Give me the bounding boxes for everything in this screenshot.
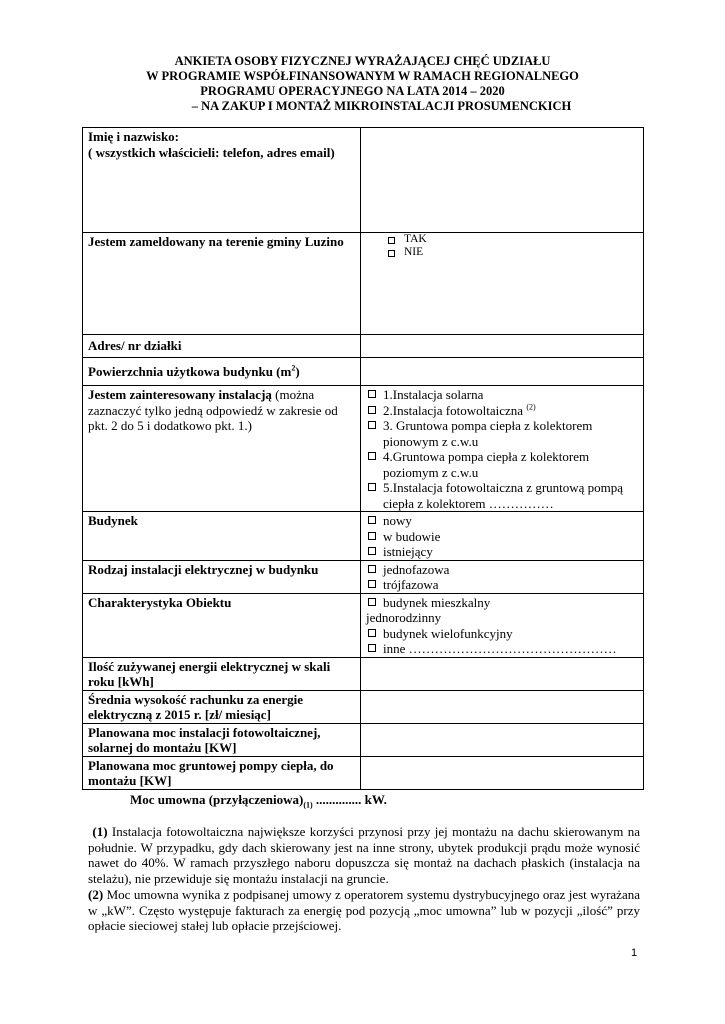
survey-table <box>82 127 644 790</box>
option-pv[interactable]: 2.Instalacja fotowoltaiczna $^{(2)}$ <box>366 403 638 419</box>
checkbox-icon[interactable] <box>368 516 376 524</box>
interest-options: 1.Instalacja solarna 2.Instalacja fotowoltaiczna $^{(2)}$ 3. Gruntowa pompa ciepła z kolektorem pionowym z c.w.u 4.Gruntowa pompa ciepła z kolektorem poziomym z c.w.u 5.Instalacja fotowoltaiczna z gruntową pompą ciepła z kolektorem …………… <box>361 386 644 512</box>
bill-label: Średnia wysokość rachunku za energie elektryczną z 2015 r. [zł/ miesiąc] <box>83 690 361 723</box>
option-new[interactable]: nowy <box>366 513 638 529</box>
energy-input-cell[interactable] <box>361 657 644 690</box>
title-line-3: PROGRAMU OPERACYJNEGO NA LATA 2014 – 2020 <box>200 84 505 98</box>
checkbox-icon[interactable] <box>368 421 376 429</box>
checkbox-icon[interactable] <box>368 629 376 637</box>
address-label: Adres/ nr działki <box>83 335 361 358</box>
footnote-2: (2) Moc umowna wynika z podpisanej umowy z operatorem systemu dystrybucyjnego oraz jest wyrażana w „kW”. Często występuje fakturach za energię pod pozycją „moc umowna” lub w pozycji „ilość” przy opłacie sieciowej stałej lub opłacie przejściowej. <box>88 887 640 933</box>
pump-power-label: Planowana moc gruntowej pompy ciepła, do montażu [KW] <box>83 756 361 789</box>
row-energy <box>83 657 644 690</box>
option-multifunctional[interactable]: budynek wielofunkcyjny <box>366 626 638 642</box>
object-options: budynek mieszkalny jednorodzinny budynek wielofunkcyjny inne ………………………………………… <box>361 593 644 657</box>
checkbox-icon[interactable] <box>388 250 395 257</box>
checkbox-icon[interactable] <box>368 580 376 588</box>
option-under-construction[interactable]: w budowie <box>366 529 638 545</box>
option-pv-pump[interactable]: 5.Instalacja fotowoltaiczna z gruntową pompą <box>366 480 638 496</box>
electric-label: Rodzaj instalacji elektrycznej w budynku <box>83 560 361 593</box>
checkbox-icon[interactable] <box>368 452 376 460</box>
footnote-1: (1) Instalacja fotowoltaiczna największe korzyści przynosi przy jej montażu na dachu skierowanym na południe. W przypadku, gdy dach skierowany jest na inne strony, ubytek produkcji prądu może wynosić nawet do 40%. W ramach przyszłego naboru dopuszcza się montaż na dachach płaskich (instalacja na stelażu), nie przewiduje się montażu instalacji na gruncie. <box>88 824 641 886</box>
option-pump-horizontal[interactable]: 4.Gruntowa pompa ciepła z kolektorem <box>366 449 638 465</box>
name-input-cell[interactable] <box>361 128 644 233</box>
row-pump-power <box>83 756 644 789</box>
row-area <box>83 358 644 386</box>
row-electric <box>83 560 644 593</box>
option-nie[interactable]: NIE <box>366 246 638 259</box>
row-building <box>83 512 644 561</box>
registered-label: Jestem zameldowany na terenie gminy Luzino <box>83 233 361 335</box>
row-address <box>83 335 644 358</box>
title-line-2: W PROGRAMIE WSPÓŁFINANSOWANYM W RAMACH REGIONALNEGO <box>146 69 579 83</box>
row-bill <box>83 690 644 723</box>
row-object <box>83 593 644 657</box>
electric-options <box>361 560 644 593</box>
checkbox-icon[interactable] <box>368 390 376 398</box>
option-tak[interactable]: TAK <box>366 233 638 246</box>
page-number: 1 <box>631 947 638 959</box>
pv-power-label: Planowana moc instalacji fotowoltaicznej, solarnej do montażu [KW] <box>83 723 361 756</box>
option-residential[interactable]: budynek mieszkalny <box>366 595 638 611</box>
row-pv-power <box>83 723 644 756</box>
checkbox-icon[interactable] <box>368 532 376 540</box>
footnotes <box>88 824 640 935</box>
option-single-phase[interactable]: jednofazowa <box>366 562 638 578</box>
checkbox-icon[interactable] <box>368 565 376 573</box>
address-input-cell[interactable] <box>361 335 644 358</box>
pump-power-input-cell[interactable] <box>361 756 644 789</box>
title-line-4: – NA ZAKUP I MONTAŻ MIKROINSTALACJI PROSUMENCKICH <box>191 99 572 113</box>
checkbox-icon[interactable] <box>388 237 395 244</box>
row-registered <box>83 233 644 335</box>
row-name <box>83 128 644 233</box>
interest-label: Jestem zainteresowany instalacją (można zaznaczyć tylko jedną odpowiedź w zakresie od pkt. 2 do 5 i dodatkowo pkt. 1.) <box>83 386 361 512</box>
checkbox-icon[interactable] <box>368 406 376 414</box>
contract-power-line: Moc umowna $(przyłączeniowa)_{(1)}$ .............. kW. <box>130 792 387 810</box>
option-solar[interactable]: 1.Instalacja solarna <box>366 387 638 403</box>
bill-input-cell[interactable] <box>361 690 644 723</box>
row-interest <box>83 386 644 512</box>
option-existing[interactable]: istniejący <box>366 544 638 560</box>
checkbox-icon[interactable] <box>368 547 376 555</box>
building-label: Budynek <box>83 512 361 561</box>
document-title <box>0 54 725 114</box>
option-three-phase[interactable]: trójfazowa <box>366 577 638 593</box>
option-pump-vertical[interactable]: 3. Gruntowa pompa ciepła z kolektorem <box>366 418 638 434</box>
registered-options <box>361 233 644 335</box>
checkbox-icon[interactable] <box>368 483 376 491</box>
pv-power-input-cell[interactable] <box>361 723 644 756</box>
checkbox-icon[interactable] <box>368 598 376 606</box>
area-label: Powierzchnia użytkowa budynku $(m^2)$ <box>83 358 361 386</box>
object-label: Charakterystyka Obiektu <box>83 593 361 657</box>
title-line-1: ANKIETA OSOBY FIZYCZNEJ WYRAŻAJĄCEJ CHĘĆ UDZIAŁU <box>174 54 551 68</box>
option-other[interactable]: inne ………………………………………… <box>366 641 638 657</box>
checkbox-icon[interactable] <box>368 644 376 652</box>
name-label-cell: Imię i nazwisko: ( wszystkich właścicieli: telefon, adres email) <box>83 128 361 233</box>
energy-label: Ilość zużywanej energii elektrycznej w skali roku [kWh] <box>83 657 361 690</box>
area-input-cell[interactable] <box>361 358 644 386</box>
building-options <box>361 512 644 561</box>
